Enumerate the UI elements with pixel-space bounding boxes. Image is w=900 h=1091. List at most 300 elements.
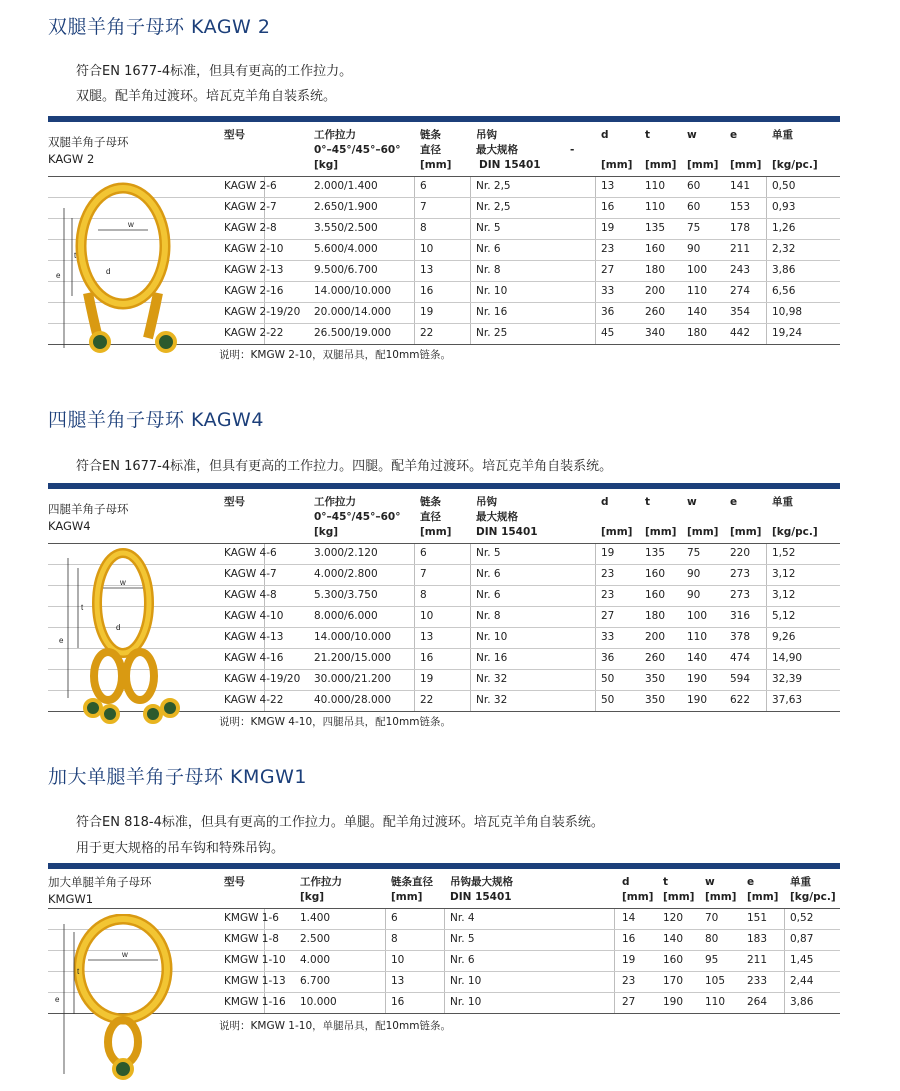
cell-weight: 32,39 xyxy=(772,673,803,685)
cell-hook: Nr. 10 xyxy=(476,631,508,643)
cell-w: 70 xyxy=(705,912,719,924)
cell-weight: 6,56 xyxy=(772,285,796,297)
cell-w: 100 xyxy=(687,264,708,276)
cell-chain: 7 xyxy=(420,568,427,580)
cell-t: 160 xyxy=(645,243,666,255)
cell-e: 354 xyxy=(730,306,751,318)
cell-t: 110 xyxy=(645,180,666,192)
unit-weight: [kg/pc.] xyxy=(772,159,818,171)
cell-w: 110 xyxy=(687,285,708,297)
product-illustration-kagw2 xyxy=(48,178,198,358)
svg-text:t: t xyxy=(81,603,84,612)
cell-t: 350 xyxy=(645,694,666,706)
cell-d: 14 xyxy=(622,912,636,924)
cell-hook: Nr. 6 xyxy=(476,243,501,255)
svg-text:e: e xyxy=(59,636,64,645)
cell-w: 75 xyxy=(687,222,701,234)
svg-text:w: w xyxy=(120,578,126,587)
cell-wll: 1.400 xyxy=(300,912,331,924)
product-name xyxy=(48,874,152,908)
cell-chain: 19 xyxy=(420,306,434,318)
unit-w: [mm] xyxy=(687,526,719,538)
cell-t: 120 xyxy=(663,912,684,924)
product-illustration-kagw4 xyxy=(48,548,198,728)
cell-model: KAGW 2-6 xyxy=(224,180,277,192)
col-header-w: w xyxy=(687,129,697,141)
product-code: KAGW4 xyxy=(48,519,91,533)
cell-w: 110 xyxy=(705,996,726,1008)
svg-text:d: d xyxy=(106,267,111,276)
unit-e: [mm] xyxy=(747,891,779,903)
cell-wll: 2.500 xyxy=(300,933,331,945)
cell-t: 170 xyxy=(663,975,684,987)
cell-model: KMGW 1-6 xyxy=(224,912,279,924)
cell-chain: 19 xyxy=(420,673,434,685)
cell-weight: 3,12 xyxy=(772,568,796,580)
col-header-wll-line: 工作拉力 xyxy=(314,129,356,141)
col-header-chain-line: 链条 xyxy=(420,496,441,508)
cell-chain: 16 xyxy=(420,285,434,297)
cell-w: 90 xyxy=(687,243,701,255)
product-name xyxy=(48,134,129,168)
cell-t: 180 xyxy=(645,264,666,276)
cell-chain: 10 xyxy=(420,610,434,622)
cell-hook: Nr. 2,5 xyxy=(476,180,511,192)
cell-hook: Nr. 10 xyxy=(476,285,508,297)
cell-e: 442 xyxy=(730,327,751,339)
cell-w: 95 xyxy=(705,954,719,966)
product-code: KAGW 2 xyxy=(48,152,95,166)
cell-chain: 7 xyxy=(420,201,427,213)
product-name-zh: 双腿羊角子母环 xyxy=(48,135,129,149)
table-note: 说明：KMGW 4-10，四腿吊具，配10mm链条。 xyxy=(219,716,451,728)
cell-weight: 0,93 xyxy=(772,201,796,213)
cell-d: 33 xyxy=(601,285,615,297)
cell-t: 180 xyxy=(645,610,666,622)
cell-w: 140 xyxy=(687,306,708,318)
cell-e: 594 xyxy=(730,673,751,685)
cell-e: 151 xyxy=(747,912,768,924)
col-header-model: 型号 xyxy=(224,129,245,141)
unit-d: [mm] xyxy=(622,891,654,903)
col-header-d xyxy=(622,875,653,905)
unit-weight: [kg/pc.] xyxy=(790,891,836,903)
cell-model: KAGW 2-7 xyxy=(224,201,277,213)
col-header-e: e xyxy=(730,129,738,141)
cell-hook: Nr. 2,5 xyxy=(476,201,511,213)
cell-d: 19 xyxy=(622,954,636,966)
svg-text:t: t xyxy=(77,967,80,976)
cell-model: KMGW 1-8 xyxy=(224,933,279,945)
cell-chain: 10 xyxy=(391,954,405,966)
cell-model: KAGW 4-22 xyxy=(224,694,284,706)
cell-d: 50 xyxy=(601,673,615,685)
col-header-t-label: t xyxy=(663,876,669,888)
col-header-hook xyxy=(450,875,513,905)
col-header-hook-line: 吊钩 xyxy=(476,129,497,141)
cell-wll: 40.000/28.000 xyxy=(314,694,392,706)
table-header xyxy=(48,493,840,543)
cell-wll: 26.500/19.000 xyxy=(314,327,392,339)
col-header-e: e xyxy=(730,496,738,508)
unit-d: [mm] xyxy=(601,526,633,538)
cell-w: 60 xyxy=(687,201,701,213)
cell-chain: 13 xyxy=(420,264,434,276)
cell-chain: 16 xyxy=(391,996,405,1008)
cell-w: 190 xyxy=(687,673,708,685)
cell-weight: 5,12 xyxy=(772,610,796,622)
cell-e: 474 xyxy=(730,652,751,664)
cell-d: 19 xyxy=(601,222,615,234)
cell-hook: Nr. 6 xyxy=(450,954,475,966)
cell-chain: 22 xyxy=(420,327,434,339)
product-illustration-kmgw1 xyxy=(48,914,198,1084)
section-description: 符合EN 818-4标准，但具有更高的工作拉力。单腿。配羊角过渡环。培瓦克羊角自装系统。 xyxy=(76,815,604,830)
cell-chain: 16 xyxy=(420,652,434,664)
product-code: KMGW1 xyxy=(48,892,94,906)
col-header-d: d xyxy=(601,496,609,508)
cell-weight: 2,44 xyxy=(790,975,814,987)
cell-e: 378 xyxy=(730,631,751,643)
col-header-hook-line: 最大规格 xyxy=(476,144,518,156)
cell-model: KAGW 2-16 xyxy=(224,285,284,297)
col-header-chain-line: [mm] xyxy=(391,891,423,903)
product-name-zh: 四腿羊角子母环 xyxy=(48,502,129,516)
col-header-w xyxy=(705,875,736,905)
cell-t: 110 xyxy=(645,201,666,213)
cell-hook: Nr. 6 xyxy=(476,589,501,601)
cell-w: 75 xyxy=(687,547,701,559)
col-header-wll xyxy=(314,495,400,540)
col-header-hook xyxy=(476,495,538,540)
col-header-hook-line: DIN 15401 xyxy=(450,891,512,903)
cell-weight: 1,52 xyxy=(772,547,796,559)
cell-hook: Nr. 5 xyxy=(476,222,501,234)
cell-w: 60 xyxy=(687,180,701,192)
cell-hook: Nr. 8 xyxy=(476,610,501,622)
cell-d: 27 xyxy=(601,264,615,276)
table-header xyxy=(48,872,840,908)
cell-t: 260 xyxy=(645,306,666,318)
col-header-t xyxy=(663,875,694,905)
col-header-d-label: d xyxy=(622,876,630,888)
cell-wll: 2.000/1.400 xyxy=(314,180,378,192)
svg-text:e: e xyxy=(56,271,61,280)
col-header-model: 型号 xyxy=(224,496,245,508)
col-header-wll-line: [kg] xyxy=(314,159,339,171)
cell-weight: 0,52 xyxy=(790,912,814,924)
cell-hook: Nr. 8 xyxy=(476,264,501,276)
col-header-w: w xyxy=(687,496,697,508)
cell-wll: 21.200/15.000 xyxy=(314,652,392,664)
unit-w: [mm] xyxy=(687,159,719,171)
cell-hook: Nr. 6 xyxy=(476,568,501,580)
cell-wll: 20.000/14.000 xyxy=(314,306,392,318)
cell-wll: 3.550/2.500 xyxy=(314,222,378,234)
cell-w: 140 xyxy=(687,652,708,664)
col-header-hook xyxy=(476,128,541,173)
cell-chain: 8 xyxy=(391,933,398,945)
cell-t: 135 xyxy=(645,547,666,559)
cell-t: 340 xyxy=(645,327,666,339)
section-title: 四腿羊角子母环 KAGW4 xyxy=(48,409,264,431)
cell-e: 273 xyxy=(730,589,751,601)
cell-model: KAGW 4-7 xyxy=(224,568,277,580)
cell-d: 23 xyxy=(601,568,615,580)
cell-w: 100 xyxy=(687,610,708,622)
cell-wll: 30.000/21.200 xyxy=(314,673,392,685)
cell-e: 220 xyxy=(730,547,751,559)
cell-weight: 14,90 xyxy=(772,652,803,664)
product-name xyxy=(48,501,129,535)
cell-e: 243 xyxy=(730,264,751,276)
col-header-dash: - xyxy=(570,144,575,156)
cell-chain: 6 xyxy=(420,547,427,559)
unit-t: [mm] xyxy=(645,526,677,538)
cell-model: KMGW 1-10 xyxy=(224,954,286,966)
cell-d: 23 xyxy=(601,243,615,255)
col-header-chain-line: 链条 xyxy=(420,129,441,141)
col-header-wll-line: [kg] xyxy=(314,526,339,538)
cell-model: KAGW 2-22 xyxy=(224,327,284,339)
cell-e: 316 xyxy=(730,610,751,622)
col-header-hook-line: 吊钩最大规格 xyxy=(450,876,513,888)
cell-w: 180 xyxy=(687,327,708,339)
cell-weight: 0,50 xyxy=(772,180,796,192)
cell-t: 200 xyxy=(645,285,666,297)
cell-d: 50 xyxy=(601,694,615,706)
cell-weight: 3,12 xyxy=(772,589,796,601)
cell-e: 178 xyxy=(730,222,751,234)
cell-weight: 37,63 xyxy=(772,694,803,706)
cell-d: 27 xyxy=(622,996,636,1008)
cell-model: KAGW 4-16 xyxy=(224,652,284,664)
cell-wll: 3.000/2.120 xyxy=(314,547,378,559)
section-title: 双腿羊角子母环 KAGW 2 xyxy=(48,16,271,38)
cell-d: 23 xyxy=(601,589,615,601)
cell-model: KAGW 4-19/20 xyxy=(224,673,301,685)
cell-chain: 8 xyxy=(420,222,427,234)
cell-e: 211 xyxy=(730,243,751,255)
unit-d: [mm] xyxy=(601,159,633,171)
cell-model: KMGW 1-13 xyxy=(224,975,286,987)
cell-d: 16 xyxy=(601,201,615,213)
col-header-hook-line: 吊钩 xyxy=(476,496,497,508)
cell-d: 23 xyxy=(622,975,636,987)
col-header-t: t xyxy=(645,129,651,141)
cell-wll: 10.000 xyxy=(300,996,337,1008)
col-header-weight: 单重 xyxy=(772,496,793,508)
col-header-wll xyxy=(300,875,342,905)
cell-weight: 1,45 xyxy=(790,954,814,966)
unit-w: [mm] xyxy=(705,891,737,903)
cell-t: 140 xyxy=(663,933,684,945)
cell-w: 190 xyxy=(687,694,708,706)
col-header-wll-line: 0°–45°/45°–60° xyxy=(314,511,401,523)
col-header-chain-line: [mm] xyxy=(420,159,452,171)
cell-e: 274 xyxy=(730,285,751,297)
unit-e: [mm] xyxy=(730,526,762,538)
svg-text:t: t xyxy=(74,251,77,260)
cell-model: KAGW 4-10 xyxy=(224,610,284,622)
cell-t: 160 xyxy=(645,589,666,601)
cell-wll: 14.000/10.000 xyxy=(314,631,392,643)
cell-hook: Nr. 5 xyxy=(450,933,475,945)
section-description: 符合EN 1677-4标准，但具有更高的工作拉力。 xyxy=(76,64,353,79)
svg-text:w: w xyxy=(122,950,128,959)
cell-t: 350 xyxy=(645,673,666,685)
section-title: 加大单腿羊角子母环 KMGW1 xyxy=(48,766,307,788)
cell-e: 141 xyxy=(730,180,751,192)
cell-w: 90 xyxy=(687,568,701,580)
col-header-chain-line: 直径 xyxy=(420,511,441,523)
cell-weight: 3,86 xyxy=(790,996,814,1008)
product-name-zh: 加大单腿羊角子母环 xyxy=(48,875,152,889)
cell-chain: 10 xyxy=(420,243,434,255)
cell-model: KAGW 2-10 xyxy=(224,243,284,255)
cell-e: 233 xyxy=(747,975,768,987)
unit-e: [mm] xyxy=(730,159,762,171)
cell-hook: Nr. 5 xyxy=(476,547,501,559)
col-header-chain xyxy=(420,495,451,540)
section-description: 符合EN 1677-4标准，但具有更高的工作拉力。四腿。配羊角过渡环。培瓦克羊角自装系统。 xyxy=(76,459,613,474)
cell-hook: Nr. 10 xyxy=(450,996,482,1008)
cell-wll: 4.000/2.800 xyxy=(314,568,378,580)
table-top-bar xyxy=(48,116,840,122)
col-header-wll-line: 0°–45°/45°–60° xyxy=(314,144,401,156)
cell-model: KMGW 1-16 xyxy=(224,996,286,1008)
col-header-wll xyxy=(314,128,400,173)
col-header-chain-line: 直径 xyxy=(420,144,441,156)
cell-d: 27 xyxy=(601,610,615,622)
col-header-weight-label: 单重 xyxy=(790,876,811,888)
col-header-e xyxy=(747,875,778,905)
cell-weight: 0,87 xyxy=(790,933,814,945)
section-description: 用于更大规格的吊车钩和特殊吊钩。 xyxy=(76,841,285,856)
cell-e: 273 xyxy=(730,568,751,580)
table-top-bar xyxy=(48,863,840,869)
col-header-wll-line: [kg] xyxy=(300,891,325,903)
cell-chain: 22 xyxy=(420,694,434,706)
col-header-chain-line: 链条直径 xyxy=(391,876,433,888)
col-header-e-label: e xyxy=(747,876,755,888)
col-header-chain-line: [mm] xyxy=(420,526,452,538)
cell-wll: 5.600/4.000 xyxy=(314,243,378,255)
col-header-wll-line: 工作拉力 xyxy=(300,876,342,888)
cell-weight: 10,98 xyxy=(772,306,803,318)
col-header-t: t xyxy=(645,496,651,508)
cell-d: 16 xyxy=(622,933,636,945)
cell-e: 211 xyxy=(747,954,768,966)
cell-d: 36 xyxy=(601,306,615,318)
cell-w: 110 xyxy=(687,631,708,643)
cell-chain: 13 xyxy=(391,975,405,987)
cell-t: 200 xyxy=(645,631,666,643)
col-header-d: d xyxy=(601,129,609,141)
svg-text:d: d xyxy=(116,623,121,632)
col-header-hook-line: 最大规格 xyxy=(476,511,518,523)
cell-d: 19 xyxy=(601,547,615,559)
cell-model: KAGW 2-13 xyxy=(224,264,284,276)
cell-model: KAGW 4-6 xyxy=(224,547,277,559)
cell-e: 264 xyxy=(747,996,768,1008)
cell-model: KAGW 4-13 xyxy=(224,631,284,643)
col-header-hook-line: DIN 15401 xyxy=(479,159,541,171)
cell-wll: 4.000 xyxy=(300,954,331,966)
cell-t: 160 xyxy=(663,954,684,966)
cell-hook: Nr. 16 xyxy=(476,306,508,318)
cell-wll: 9.500/6.700 xyxy=(314,264,378,276)
cell-wll: 14.000/10.000 xyxy=(314,285,392,297)
cell-wll: 2.650/1.900 xyxy=(314,201,378,213)
cell-hook: Nr. 4 xyxy=(450,912,475,924)
cell-weight: 9,26 xyxy=(772,631,796,643)
cell-hook: Nr. 25 xyxy=(476,327,508,339)
cell-wll: 6.700 xyxy=(300,975,331,987)
col-header-w-label: w xyxy=(705,876,715,888)
cell-hook: Nr. 32 xyxy=(476,694,508,706)
col-header-chain xyxy=(391,875,433,905)
cell-t: 135 xyxy=(645,222,666,234)
cell-chain: 6 xyxy=(420,180,427,192)
cell-chain: 13 xyxy=(420,631,434,643)
table-note: 说明：KMGW 2-10，双腿吊具，配10mm链条。 xyxy=(219,349,451,361)
cell-model: KAGW 2-19/20 xyxy=(224,306,301,318)
section-description: 双腿。配羊角过渡环。培瓦克羊角自装系统。 xyxy=(76,89,337,104)
cell-hook: Nr. 10 xyxy=(450,975,482,987)
col-header-hook-line: DIN 15401 xyxy=(476,526,538,538)
cell-wll: 8.000/6.000 xyxy=(314,610,378,622)
cell-t: 260 xyxy=(645,652,666,664)
cell-hook: Nr. 32 xyxy=(476,673,508,685)
cell-w: 105 xyxy=(705,975,726,987)
cell-e: 153 xyxy=(730,201,751,213)
svg-text:e: e xyxy=(55,995,60,1004)
table-note: 说明：KMGW 1-10，单腿吊具，配10mm链条。 xyxy=(219,1020,451,1032)
table-header xyxy=(48,126,840,176)
cell-weight: 1,26 xyxy=(772,222,796,234)
cell-t: 190 xyxy=(663,996,684,1008)
cell-d: 33 xyxy=(601,631,615,643)
col-header-chain xyxy=(420,128,451,173)
cell-weight: 2,32 xyxy=(772,243,796,255)
cell-chain: 8 xyxy=(420,589,427,601)
col-header-wll-line: 工作拉力 xyxy=(314,496,356,508)
cell-d: 36 xyxy=(601,652,615,664)
col-header-model: 型号 xyxy=(224,876,245,888)
cell-hook: Nr. 16 xyxy=(476,652,508,664)
cell-w: 90 xyxy=(687,589,701,601)
cell-weight: 3,86 xyxy=(772,264,796,276)
cell-e: 183 xyxy=(747,933,768,945)
unit-t: [mm] xyxy=(663,891,695,903)
cell-weight: 19,24 xyxy=(772,327,803,339)
cell-model: KAGW 4-8 xyxy=(224,589,277,601)
col-header-weight: 单重 xyxy=(772,129,793,141)
cell-d: 13 xyxy=(601,180,615,192)
cell-d: 45 xyxy=(601,327,615,339)
unit-t: [mm] xyxy=(645,159,677,171)
cell-w: 80 xyxy=(705,933,719,945)
table-top-bar xyxy=(48,483,840,489)
cell-t: 160 xyxy=(645,568,666,580)
cell-model: KAGW 2-8 xyxy=(224,222,277,234)
cell-e: 622 xyxy=(730,694,751,706)
col-header-weight xyxy=(790,875,836,905)
cell-chain: 6 xyxy=(391,912,398,924)
cell-wll: 5.300/3.750 xyxy=(314,589,378,601)
unit-weight: [kg/pc.] xyxy=(772,526,818,538)
